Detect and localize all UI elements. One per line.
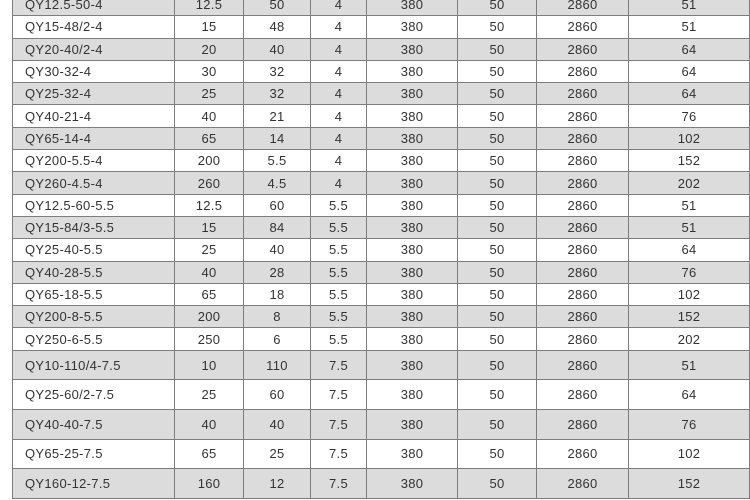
cell-power: 4 — [311, 60, 367, 82]
cell-power: 5.5 — [311, 283, 367, 305]
cell-frequency: 50 — [458, 409, 537, 439]
cell-flow: 25 — [175, 83, 244, 105]
cell-head: 32 — [244, 60, 311, 82]
cell-head: 21 — [244, 105, 311, 127]
cell-speed: 2860 — [537, 328, 629, 350]
cell-head: 12 — [244, 469, 311, 499]
cell-model: QY12.5-60-5.5 — [13, 194, 175, 216]
cell-outlet: 51 — [629, 194, 750, 216]
cell-frequency: 50 — [458, 239, 537, 261]
table-row — [13, 216, 750, 238]
cell-outlet: 64 — [629, 239, 750, 261]
cell-flow: 20 — [175, 38, 244, 60]
cell-power: 4 — [311, 83, 367, 105]
cell-head: 18 — [244, 283, 311, 305]
cell-power: 4 — [311, 0, 367, 16]
cell-flow: 25 — [175, 239, 244, 261]
cell-power: 4 — [311, 38, 367, 60]
cell-speed: 2860 — [537, 380, 629, 410]
cell-frequency: 50 — [458, 38, 537, 60]
cell-frequency: 50 — [458, 127, 537, 149]
cell-model: QY40-40-7.5 — [13, 409, 175, 439]
cell-head: 110 — [244, 350, 311, 380]
cell-frequency: 50 — [458, 283, 537, 305]
cell-speed: 2860 — [537, 469, 629, 499]
table-row — [13, 469, 750, 499]
cell-flow: 15 — [175, 216, 244, 238]
cell-flow: 12.5 — [175, 194, 244, 216]
cell-voltage: 380 — [367, 216, 458, 238]
cell-head: 84 — [244, 216, 311, 238]
cell-outlet: 51 — [629, 0, 750, 16]
cell-flow: 12.5 — [175, 0, 244, 16]
cell-outlet: 102 — [629, 283, 750, 305]
cell-frequency: 50 — [458, 380, 537, 410]
cell-head: 28 — [244, 261, 311, 283]
cell-voltage: 380 — [367, 439, 458, 469]
cell-flow: 40 — [175, 409, 244, 439]
cell-head: 40 — [244, 239, 311, 261]
cell-frequency: 50 — [458, 216, 537, 238]
cell-model: QY15-84/3-5.5 — [13, 216, 175, 238]
cell-outlet: 102 — [629, 439, 750, 469]
cell-outlet: 152 — [629, 469, 750, 499]
cell-power: 7.5 — [311, 439, 367, 469]
cell-power: 7.5 — [311, 380, 367, 410]
cell-power: 7.5 — [311, 409, 367, 439]
cell-frequency: 50 — [458, 60, 537, 82]
cell-voltage: 380 — [367, 350, 458, 380]
cell-speed: 2860 — [537, 83, 629, 105]
table-row — [13, 306, 750, 328]
cell-speed: 2860 — [537, 105, 629, 127]
cell-head: 25 — [244, 439, 311, 469]
cell-voltage: 380 — [367, 380, 458, 410]
cell-outlet: 64 — [629, 60, 750, 82]
table-row — [13, 380, 750, 410]
cell-outlet: 152 — [629, 150, 750, 172]
cell-head: 48 — [244, 16, 311, 38]
cell-model: QY10-110/4-7.5 — [13, 350, 175, 380]
cell-frequency: 50 — [458, 105, 537, 127]
cell-frequency: 50 — [458, 469, 537, 499]
cell-speed: 2860 — [537, 60, 629, 82]
cell-voltage: 380 — [367, 409, 458, 439]
cell-flow: 25 — [175, 380, 244, 410]
cell-flow: 65 — [175, 439, 244, 469]
cell-speed: 2860 — [537, 239, 629, 261]
cell-power: 7.5 — [311, 350, 367, 380]
cell-model: QY260-4.5-4 — [13, 172, 175, 194]
table-row — [13, 0, 750, 16]
cell-power: 7.5 — [311, 469, 367, 499]
cell-flow: 15 — [175, 16, 244, 38]
cell-power: 5.5 — [311, 328, 367, 350]
cell-head: 4.5 — [244, 172, 311, 194]
cell-head: 60 — [244, 194, 311, 216]
cell-frequency: 50 — [458, 261, 537, 283]
cell-outlet: 64 — [629, 380, 750, 410]
table-row — [13, 283, 750, 305]
cell-head: 32 — [244, 83, 311, 105]
cell-head: 5.5 — [244, 150, 311, 172]
cell-model: QY15-48/2-4 — [13, 16, 175, 38]
cell-voltage: 380 — [367, 283, 458, 305]
table-row — [13, 60, 750, 82]
cell-head: 8 — [244, 306, 311, 328]
cell-power: 4 — [311, 127, 367, 149]
cell-voltage: 380 — [367, 38, 458, 60]
cell-outlet: 152 — [629, 306, 750, 328]
cell-speed: 2860 — [537, 306, 629, 328]
cell-voltage: 380 — [367, 60, 458, 82]
cell-model: QY20-40/2-4 — [13, 38, 175, 60]
cell-power: 4 — [311, 105, 367, 127]
cell-speed: 2860 — [537, 194, 629, 216]
cell-model: QY160-12-7.5 — [13, 469, 175, 499]
table-row — [13, 350, 750, 380]
cell-power: 5.5 — [311, 194, 367, 216]
cell-model: QY65-14-4 — [13, 127, 175, 149]
cell-model: QY200-8-5.5 — [13, 306, 175, 328]
cell-head: 50 — [244, 0, 311, 16]
cell-speed: 2860 — [537, 216, 629, 238]
cell-head: 6 — [244, 328, 311, 350]
cell-model: QY25-40-5.5 — [13, 239, 175, 261]
cell-voltage: 380 — [367, 105, 458, 127]
table-row — [13, 172, 750, 194]
cell-model: QY40-21-4 — [13, 105, 175, 127]
cell-voltage: 380 — [367, 16, 458, 38]
cell-frequency: 50 — [458, 83, 537, 105]
cell-power: 4 — [311, 172, 367, 194]
cell-frequency: 50 — [458, 194, 537, 216]
cell-voltage: 380 — [367, 239, 458, 261]
cell-flow: 10 — [175, 350, 244, 380]
cell-flow: 260 — [175, 172, 244, 194]
cell-speed: 2860 — [537, 0, 629, 16]
cell-frequency: 50 — [458, 328, 537, 350]
cell-voltage: 380 — [367, 469, 458, 499]
table-row — [13, 150, 750, 172]
cell-voltage: 380 — [367, 261, 458, 283]
cell-model: QY25-60/2-7.5 — [13, 380, 175, 410]
cell-model: QY200-5.5-4 — [13, 150, 175, 172]
table-row — [13, 105, 750, 127]
cell-frequency: 50 — [458, 439, 537, 469]
cell-speed: 2860 — [537, 150, 629, 172]
cell-frequency: 50 — [458, 172, 537, 194]
cell-model: QY12.5-50-4 — [13, 0, 175, 16]
cell-flow: 200 — [175, 150, 244, 172]
pump-spec-table — [12, 0, 750, 499]
cell-head: 14 — [244, 127, 311, 149]
cell-power: 4 — [311, 150, 367, 172]
cell-voltage: 380 — [367, 328, 458, 350]
cell-speed: 2860 — [537, 283, 629, 305]
table-row — [13, 261, 750, 283]
cell-model: QY65-18-5.5 — [13, 283, 175, 305]
cell-flow: 65 — [175, 127, 244, 149]
cell-flow: 200 — [175, 306, 244, 328]
cell-head: 40 — [244, 409, 311, 439]
cell-speed: 2860 — [537, 261, 629, 283]
cell-voltage: 380 — [367, 0, 458, 16]
cell-model: QY30-32-4 — [13, 60, 175, 82]
cell-power: 5.5 — [311, 216, 367, 238]
cell-speed: 2860 — [537, 172, 629, 194]
cell-voltage: 380 — [367, 150, 458, 172]
cell-model: QY65-25-7.5 — [13, 439, 175, 469]
table-row — [13, 194, 750, 216]
cell-outlet: 64 — [629, 83, 750, 105]
table-row — [13, 16, 750, 38]
cell-flow: 65 — [175, 283, 244, 305]
cell-frequency: 50 — [458, 350, 537, 380]
cell-outlet: 102 — [629, 127, 750, 149]
cell-model: QY250-6-5.5 — [13, 328, 175, 350]
cell-flow: 250 — [175, 328, 244, 350]
cell-flow: 160 — [175, 469, 244, 499]
table-row — [13, 239, 750, 261]
cell-outlet: 51 — [629, 216, 750, 238]
cell-voltage: 380 — [367, 194, 458, 216]
cell-frequency: 50 — [458, 306, 537, 328]
cell-power: 5.5 — [311, 261, 367, 283]
cell-voltage: 380 — [367, 306, 458, 328]
cell-voltage: 380 — [367, 172, 458, 194]
cell-voltage: 380 — [367, 83, 458, 105]
cell-frequency: 50 — [458, 150, 537, 172]
cell-outlet: 76 — [629, 409, 750, 439]
cell-outlet: 202 — [629, 328, 750, 350]
cell-power: 5.5 — [311, 306, 367, 328]
cell-outlet: 64 — [629, 38, 750, 60]
cell-outlet: 76 — [629, 105, 750, 127]
cell-speed: 2860 — [537, 38, 629, 60]
table-row — [13, 127, 750, 149]
cell-model: QY25-32-4 — [13, 83, 175, 105]
cell-head: 60 — [244, 380, 311, 410]
cell-speed: 2860 — [537, 439, 629, 469]
table-body — [13, 0, 750, 498]
cell-speed: 2860 — [537, 16, 629, 38]
cell-power: 5.5 — [311, 239, 367, 261]
cell-flow: 40 — [175, 105, 244, 127]
table-row — [13, 38, 750, 60]
cell-model: QY40-28-5.5 — [13, 261, 175, 283]
cell-speed: 2860 — [537, 127, 629, 149]
table-row — [13, 83, 750, 105]
cell-power: 4 — [311, 16, 367, 38]
cell-frequency: 50 — [458, 0, 537, 16]
cell-voltage: 380 — [367, 127, 458, 149]
cell-flow: 30 — [175, 60, 244, 82]
table-row — [13, 409, 750, 439]
cell-outlet: 51 — [629, 16, 750, 38]
cell-outlet: 51 — [629, 350, 750, 380]
table-row — [13, 439, 750, 469]
table-row — [13, 328, 750, 350]
cell-frequency: 50 — [458, 16, 537, 38]
cell-outlet: 202 — [629, 172, 750, 194]
cell-outlet: 76 — [629, 261, 750, 283]
cell-speed: 2860 — [537, 350, 629, 380]
cell-head: 40 — [244, 38, 311, 60]
cell-flow: 40 — [175, 261, 244, 283]
cell-speed: 2860 — [537, 409, 629, 439]
